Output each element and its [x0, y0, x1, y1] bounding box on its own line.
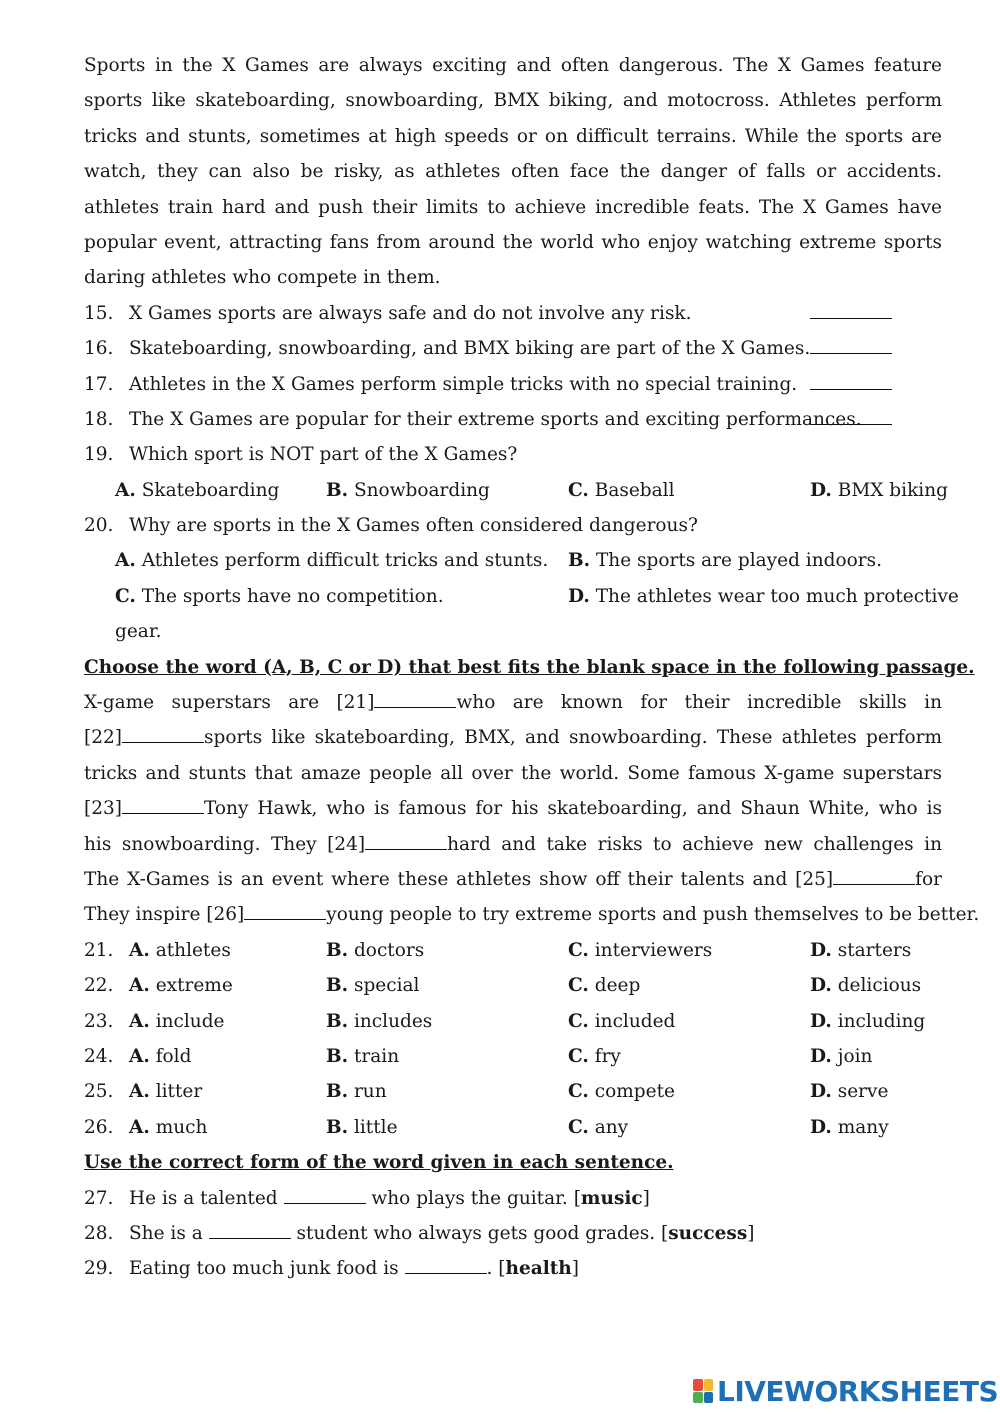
question-21 — [84, 933, 942, 968]
question-number: 28. — [84, 1222, 114, 1244]
option-a[interactable]: A. litter — [129, 1081, 203, 1103]
cloze-line: They inspire [26] young people to try extreme sports and push themselves to be better. — [84, 897, 942, 932]
question-text: Which sport is NOT part of the X Games? — [129, 444, 518, 466]
word-hint: music — [580, 1187, 643, 1209]
passage-line: daring athletes who compete in them. — [84, 267, 441, 289]
logo-text: LIVEWORKSHEETS — [717, 1374, 999, 1408]
blank-24[interactable] — [365, 827, 447, 850]
section-heading-word-form: Use the correct form of the word given in each sentence. — [84, 1152, 674, 1174]
answer-blank[interactable] — [810, 296, 892, 319]
word-form-question-29: 29. Eating too much junk food is . [health] — [84, 1251, 942, 1286]
option-a[interactable]: A. Skateboarding — [115, 479, 280, 501]
question-number: 29. — [84, 1258, 114, 1280]
question-20-options-row2 — [84, 579, 959, 614]
option-d-continued: gear. — [115, 621, 162, 643]
question-text: Why are sports in the X Games often considered dangerous? — [129, 515, 698, 537]
option-d[interactable]: D. serve — [810, 1081, 889, 1103]
question-number: 23. — [84, 1010, 114, 1032]
answer-blank[interactable] — [810, 367, 892, 390]
option-a[interactable]: A. extreme — [129, 975, 233, 997]
option-b[interactable]: B. The sports are played indoors. — [568, 550, 882, 572]
option-a[interactable]: A. fold — [129, 1045, 192, 1067]
word-form-question-28: 28. She is a student who always gets good grades. [success] — [84, 1216, 942, 1251]
passage-line: tricks and stunts, sometimes at high speeds or on difficult terrains. While the sports are — [84, 125, 942, 147]
option-b[interactable]: B. train — [326, 1045, 400, 1067]
option-d[interactable]: D. The athletes wear too much protective — [568, 585, 959, 607]
tf-question-17 — [84, 367, 942, 402]
option-a[interactable]: A. include — [129, 1010, 225, 1032]
blank-26[interactable] — [244, 897, 326, 920]
passage-line: watch, they can also be risky, as athletes often face the danger of falls or accidents. — [84, 161, 942, 183]
question-number: 22. — [84, 975, 114, 997]
option-d[interactable]: D. BMX biking — [810, 479, 948, 501]
option-a[interactable]: A. athletes — [129, 939, 231, 961]
option-c[interactable]: C. interviewers — [568, 939, 713, 961]
answer-blank[interactable] — [810, 402, 892, 425]
logo-icon — [693, 1379, 713, 1403]
question-text: Skateboarding, snowboarding, and BMX biking are part of the X Games. — [129, 338, 811, 360]
blank-25[interactable] — [833, 862, 915, 885]
option-d[interactable]: D. many — [810, 1116, 889, 1138]
answer-blank[interactable] — [405, 1251, 487, 1274]
question-number: 20. — [84, 515, 114, 537]
question-number: 15. — [84, 302, 114, 324]
blank-21[interactable] — [374, 685, 456, 708]
option-c[interactable]: C. included — [568, 1010, 676, 1032]
option-b[interactable]: B. doctors — [326, 939, 425, 961]
option-d[interactable]: D. including — [810, 1010, 926, 1032]
passage-line: popular event, attracting fans from around the world who enjoy watching extreme sports — [84, 231, 942, 253]
question-text: X Games sports are always safe and do not involve any risk. — [129, 302, 692, 324]
question-19-options — [84, 473, 948, 508]
question-19 — [84, 437, 942, 472]
word-hint: success — [668, 1222, 748, 1244]
option-d[interactable]: D. join — [810, 1045, 873, 1067]
cloze-line: [23] Tony Hawk, who is famous for his skateboarding, and Shaun White, who is — [84, 791, 942, 826]
question-number: 21. — [84, 939, 114, 961]
tf-question-16 — [84, 331, 942, 366]
section-heading-cloze: Choose the word (A, B, C or D) that best fits the blank space in the following passage. — [84, 656, 975, 678]
question-number: 26. — [84, 1116, 114, 1138]
option-c[interactable]: C. fry — [568, 1045, 621, 1067]
question-number: 19. — [84, 444, 114, 466]
passage-line: athletes train hard and push their limits to achieve incredible feats. The X Games have — [84, 196, 942, 218]
option-c[interactable]: C. any — [568, 1116, 629, 1138]
question-number: 17. — [84, 373, 114, 395]
blank-23[interactable] — [122, 791, 204, 814]
question-number: 25. — [84, 1081, 114, 1103]
cloze-line: X-game superstars are [21] who are known for their incredible skills in — [84, 685, 942, 720]
reading-passage — [84, 48, 942, 296]
tf-question-18 — [84, 402, 942, 437]
worksheet-page — [84, 48, 980, 1287]
question-text: Athletes in the X Games perform simple tricks with no special training. — [129, 373, 798, 395]
question-23 — [84, 1004, 942, 1039]
cloze-questions — [84, 933, 942, 1145]
answer-blank[interactable] — [810, 331, 892, 354]
cloze-line: tricks and stunts that amaze people all over the world. Some famous X-game superstars — [84, 762, 942, 784]
question-number: 16. — [84, 338, 114, 360]
option-c[interactable]: C. compete — [568, 1081, 675, 1103]
question-24 — [84, 1039, 942, 1074]
option-b[interactable]: B. run — [326, 1081, 387, 1103]
option-d[interactable]: D. starters — [810, 939, 912, 961]
question-26 — [84, 1110, 942, 1145]
option-a[interactable]: A. Athletes perform difficult tricks and stunts. — [115, 550, 549, 572]
option-b[interactable]: B. special — [326, 975, 420, 997]
answer-blank[interactable] — [209, 1216, 291, 1239]
question-25 — [84, 1074, 942, 1109]
cloze-line: The X-Games is an event where these athletes show off their talents and [25] for — [84, 862, 942, 897]
cloze-line: [22] sports like skateboarding, BMX, and snowboarding. These athletes perform — [84, 720, 942, 755]
cloze-passage — [84, 685, 980, 933]
question-number: 18. — [84, 408, 114, 430]
passage-line: sports like skateboarding, snowboarding, BMX biking, and motocross. Athletes perform — [84, 90, 942, 112]
word-hint: health — [505, 1258, 572, 1280]
option-d[interactable]: D. delicious — [810, 975, 922, 997]
tf-question-15 — [84, 296, 942, 331]
option-c[interactable]: C. Baseball — [568, 479, 675, 501]
blank-22[interactable] — [122, 720, 204, 743]
question-number: 27. — [84, 1187, 114, 1209]
question-text: The X Games are popular for their extreme sports and exciting performances. — [129, 408, 862, 430]
option-a[interactable]: A. much — [129, 1116, 208, 1138]
passage-line: Sports in the X Games are always exciting and often dangerous. The X Games feature — [84, 55, 942, 76]
liveworksheets-logo[interactable] — [693, 1374, 998, 1408]
cloze-line: his snowboarding. They [24] hard and take risks to achieve new challenges in — [84, 827, 942, 862]
option-c[interactable]: C. deep — [568, 975, 641, 997]
question-22 — [84, 968, 942, 1003]
answer-blank[interactable] — [284, 1181, 366, 1204]
option-b[interactable]: B. Snowboarding — [326, 479, 490, 501]
question-20 — [84, 508, 942, 543]
word-form-question-27: 27. He is a talented who plays the guitar. [music] — [84, 1181, 942, 1216]
option-b[interactable]: B. little — [326, 1116, 398, 1138]
question-20-options-row1 — [84, 543, 942, 578]
option-c[interactable]: C. The sports have no competition. — [115, 585, 444, 607]
option-b[interactable]: B. includes — [326, 1010, 433, 1032]
question-20-wrap — [84, 614, 942, 649]
question-number: 24. — [84, 1045, 114, 1067]
